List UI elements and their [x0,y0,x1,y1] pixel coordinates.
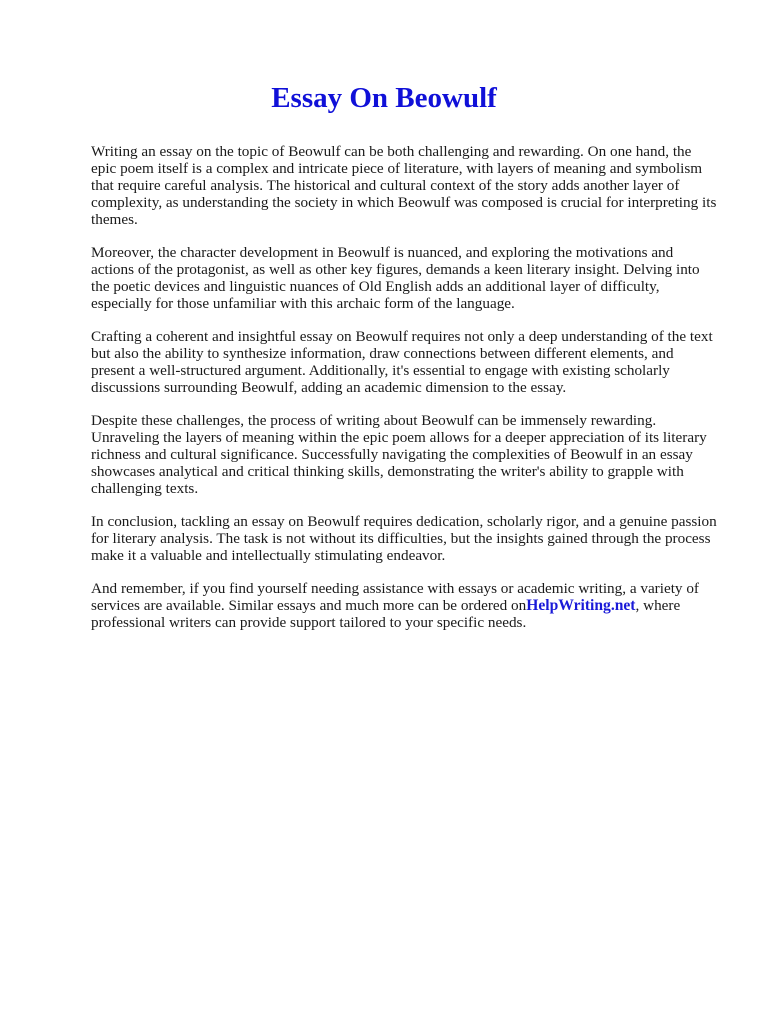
paragraph-3: Crafting a coherent and insightful essay on Beowulf requires not only a deep understanding of the text but also the ability to synthesize information, draw connections between different elements, and present a well-structured argument. Additionally, it's essential to engage with existing scholarly discussions surrounding Beowulf, adding an academic dimension to the essay. [91,328,713,396]
paragraph-5: In conclusion, tackling an essay on Beowulf requires dedication, scholarly rigor, and a genuine passion for literary analysis. The task is not without its difficulties, but the insights gained through the process make it a valuable and intellectually stimulating endeavor. [91,513,717,564]
essay-body [91,143,717,631]
helpwriting-link[interactable]: HelpWriting.net [526,597,636,614]
paragraph-4: Despite these challenges, the process of writing about Beowulf can be immensely rewarding. Unraveling the layers of meaning within the epic poem allows for a deeper appreciation of its literary richness and cultural significance. Successfully navigating the complexities of Beowulf in an essay showcases analytical and critical thinking skills, demonstrating the writer's ability to grapple with challenging texts. [91,412,707,497]
closing-text-before-link: And remember, if you find yourself needing assistance with essays or academic writing, a variety of services are available. Similar essays and much more can be ordered on [91,580,699,614]
paragraph-2: Moreover, the character development in Beowulf is nuanced, and exploring the motivations and actions of the protagonist, as well as other key figures, demands a keen literary insight. Delving into the poetic devices and linguistic nuances of Old English adds an additional layer of difficulty, especially for those unfamiliar with this archaic form of the language. [91,244,700,312]
closing-paragraph [91,580,719,631]
page-title: Essay On Beowulf [271,82,497,114]
closing-text-after-link: , where professional writers can provide support tailored to your specific needs. [91,597,681,631]
paragraph-1: Writing an essay on the topic of Beowulf can be both challenging and rewarding. On one hand, the epic poem itself is a complex and intricate piece of literature, with layers of meaning and symbolism that require careful analysis. The historical and cultural context of the story adds another layer of complexity, as understanding the society in which Beowulf was composed is crucial for interpreting its themes. [91,143,717,228]
